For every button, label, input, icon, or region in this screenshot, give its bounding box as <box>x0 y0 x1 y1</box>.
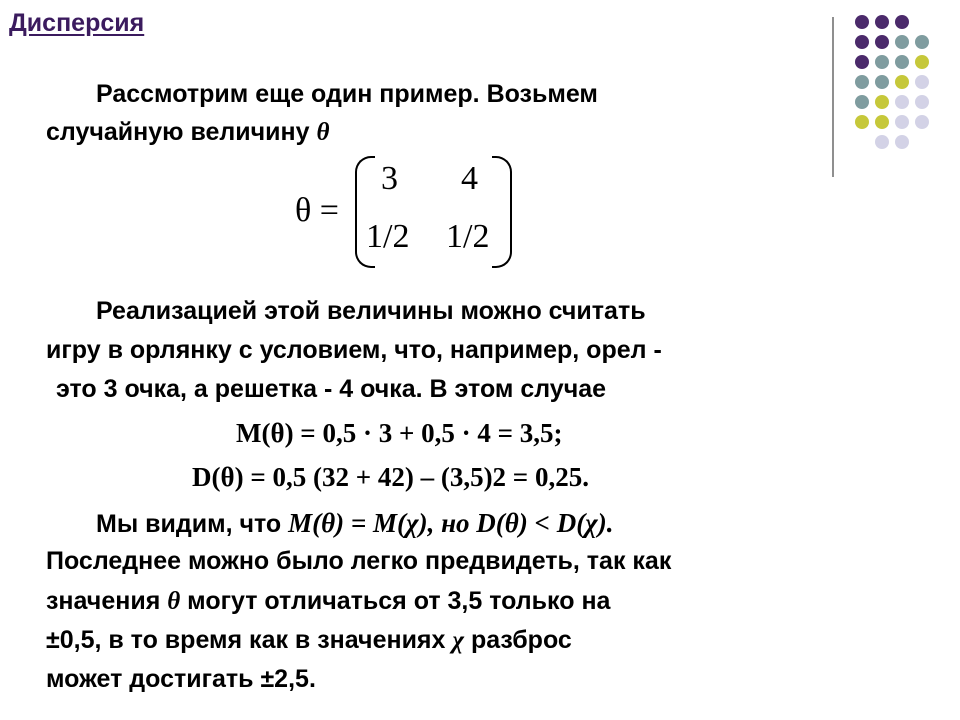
decorative-dot <box>915 55 929 69</box>
paragraph3-line4-a: ±0,5, в то время как в значениях <box>46 626 453 654</box>
matrix-right-paren <box>492 156 512 268</box>
paragraph1-line1: Рассмотрим еще один пример. Возьмем <box>96 80 598 108</box>
decorative-dot <box>915 35 929 49</box>
decorative-dot <box>915 135 929 149</box>
matrix-lhs: θ = <box>295 192 339 229</box>
decorative-dot <box>875 135 889 149</box>
decorative-dot <box>855 15 869 29</box>
decorative-dot <box>855 115 869 129</box>
decorative-dot <box>875 35 889 49</box>
decorative-divider <box>832 17 834 177</box>
decorative-dot <box>895 135 909 149</box>
expectation-formula: M(θ) = 0,5 · 3 + 0,5 · 4 = 3,5; <box>236 418 563 448</box>
theta-symbol-2: θ <box>167 588 181 615</box>
decorative-dot <box>895 115 909 129</box>
slide-title: Дисперсия <box>9 9 145 37</box>
paragraph2-line2: игру в орлянку с условием, что, например, орел - <box>46 336 662 364</box>
paragraph3-line2: Последнее можно было легко предвидеть, так как <box>46 547 672 575</box>
decorative-dot <box>915 15 929 29</box>
decorative-dot <box>855 35 869 49</box>
decorative-dot <box>915 115 929 129</box>
decorative-dot <box>915 75 929 89</box>
decorative-dot <box>895 35 909 49</box>
matrix-cell-r1c2: 4 <box>461 160 478 197</box>
decorative-dot <box>915 95 929 109</box>
decorative-dot <box>895 95 909 109</box>
matrix-cell-r1c1: 3 <box>381 160 398 197</box>
paragraph3-line4 <box>46 626 572 655</box>
variance-formula: D(θ) = 0,5 (32 + 42) – (3,5)2 = 0,25. <box>192 462 589 492</box>
decorative-dot <box>895 15 909 29</box>
paragraph3-line3-a: значения <box>46 587 168 615</box>
chi-symbol: χ <box>452 627 464 654</box>
decorative-dot <box>855 135 869 149</box>
decorative-dot <box>875 75 889 89</box>
decorative-dot <box>875 115 889 129</box>
paragraph3-line3-b: могут отличаться от 3,5 только на <box>180 587 611 615</box>
theta-symbol: θ <box>316 119 330 146</box>
matrix-cell-r2c1: 1/2 <box>366 218 410 255</box>
decorative-dot <box>855 95 869 109</box>
paragraph3-line1-text: Мы видим, что <box>96 510 289 538</box>
matrix-cell-r2c2: 1/2 <box>446 218 490 255</box>
paragraph1-line2 <box>46 118 329 147</box>
decorative-dot-grid <box>852 12 932 152</box>
decorative-dot <box>895 55 909 69</box>
decorative-dot <box>875 95 889 109</box>
paragraph3-line1-math: M(θ) = M(χ), но D(θ) < D(χ). <box>288 508 614 538</box>
paragraph3-line3 <box>46 587 610 616</box>
paragraph3-line4-b: разброс <box>464 626 572 654</box>
paragraph1-line2-text: случайную величину <box>46 118 310 146</box>
decorative-dot <box>855 75 869 89</box>
paragraph2-line1: Реализацией этой величины можно считать <box>96 297 646 325</box>
decorative-dot <box>855 55 869 69</box>
decorative-dot <box>875 15 889 29</box>
paragraph3-line5: может достигать ±2,5. <box>46 665 316 693</box>
decorative-dot <box>895 75 909 89</box>
paragraph3-line1 <box>96 508 613 539</box>
decorative-dot <box>875 55 889 69</box>
paragraph2-line3: это 3 очка, а решетка - 4 очка. В этом случае <box>56 375 607 403</box>
